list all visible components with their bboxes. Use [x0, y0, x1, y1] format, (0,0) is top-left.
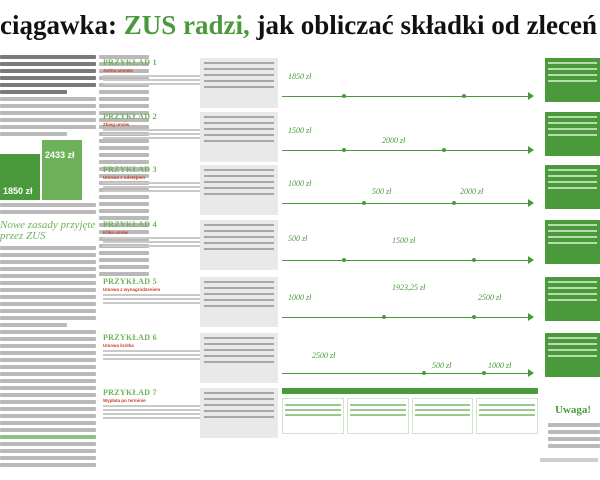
- timeline-3: [282, 165, 532, 215]
- example-5-sub: Umowa z wynagrodzeniem: [103, 287, 161, 292]
- timeline-4-amount2: 1500 zł: [392, 236, 416, 245]
- timeline-5-amount3: 2500 zł: [478, 293, 502, 302]
- timeline-5: [282, 277, 532, 329]
- timeline-2: [282, 112, 532, 162]
- page-title: [0, 10, 600, 50]
- timeline-5-amount: 1000 zł: [288, 293, 312, 302]
- example-2: [103, 112, 201, 141]
- result-panel-6: [545, 333, 600, 377]
- bar-1850-label: 1850 zł: [3, 186, 33, 196]
- title-part3: jak obliczać składki od zleceń: [249, 10, 598, 40]
- example-6-tag: PRZYKŁAD 6: [103, 333, 157, 342]
- timeline-2-amount: 1500 zł: [288, 126, 312, 135]
- example-5: [103, 277, 201, 306]
- example-2-tag: PRZYKŁAD 2: [103, 112, 157, 121]
- example-7: [103, 388, 201, 421]
- example-3-tag: PRZYKŁAD 3: [103, 165, 157, 174]
- timeline-4: [282, 220, 532, 272]
- timeline-3-amount2: 500 zł: [372, 187, 392, 196]
- mid-box-7: [200, 388, 278, 438]
- example-4: [103, 220, 201, 249]
- title-comma: ,: [243, 10, 250, 40]
- title-highlight: ZUS radzi: [123, 10, 244, 40]
- timeline-1: [282, 58, 532, 108]
- footer-credit: [540, 458, 598, 462]
- timeline-2-amount2: 2000 zł: [382, 136, 406, 145]
- bottom-summary: [282, 388, 538, 448]
- bar-2433: [42, 140, 82, 200]
- result-panel-4: [545, 220, 600, 264]
- notice-heading: Uwaga!: [555, 404, 592, 416]
- example-7-sub: Wypłata po terminie: [103, 398, 146, 403]
- timeline-3-amount3: 2000 zł: [460, 187, 484, 196]
- result-panel-3: [545, 165, 600, 209]
- example-3: [103, 165, 201, 194]
- mid-box-2: [200, 112, 278, 162]
- example-6-sub: Umowa krótka: [103, 343, 134, 348]
- bar-2433-label: 2433 zł: [45, 150, 75, 160]
- timeline-1-amount: 1850 zł: [288, 72, 312, 81]
- timeline-3-amount: 1000 zł: [288, 179, 312, 188]
- example-2-sub: Zbieg umów: [103, 122, 130, 127]
- example-7-tag: PRZYKŁAD 7: [103, 388, 157, 397]
- example-1: [103, 58, 201, 87]
- mid-box-1: [200, 58, 278, 108]
- example-5-tag: PRZYKŁAD 5: [103, 277, 157, 286]
- mid-box-6: [200, 333, 278, 383]
- example-1-sub: Jedna umowa: [103, 68, 133, 73]
- timeline-6-amount: 2500 zł: [312, 351, 336, 360]
- timeline-6-amount3: 1000 zł: [488, 361, 512, 370]
- section-heading: Nowe zasady przyjęte przez ZUS: [0, 219, 96, 242]
- result-panel-2: [545, 112, 600, 156]
- example-4-sub: Kilka umów: [103, 230, 129, 235]
- example-1-tag: PRZYKŁAD 1: [103, 58, 157, 67]
- timeline-6: [282, 333, 532, 383]
- example-6: [103, 333, 201, 362]
- title-part1: ciągawka:: [0, 10, 124, 40]
- result-panel-1: [545, 58, 600, 102]
- bar-1850: [0, 154, 40, 200]
- mid-box-5: [200, 277, 278, 327]
- timeline-6-amount2: 500 zł: [432, 361, 452, 370]
- example-4-tag: PRZYKŁAD 4: [103, 220, 157, 229]
- mid-box-4: [200, 220, 278, 270]
- example-3-sub: Umowa z odstępem: [103, 175, 146, 180]
- bar-chart: [0, 140, 96, 200]
- timeline-5-amount2: 1923,25 zł: [392, 283, 426, 292]
- mid-box-3: [200, 165, 278, 215]
- result-panel-5: [545, 277, 600, 321]
- notice-text: [548, 420, 600, 451]
- left-column: [0, 52, 96, 472]
- timeline-4-amount: 500 zł: [288, 234, 308, 243]
